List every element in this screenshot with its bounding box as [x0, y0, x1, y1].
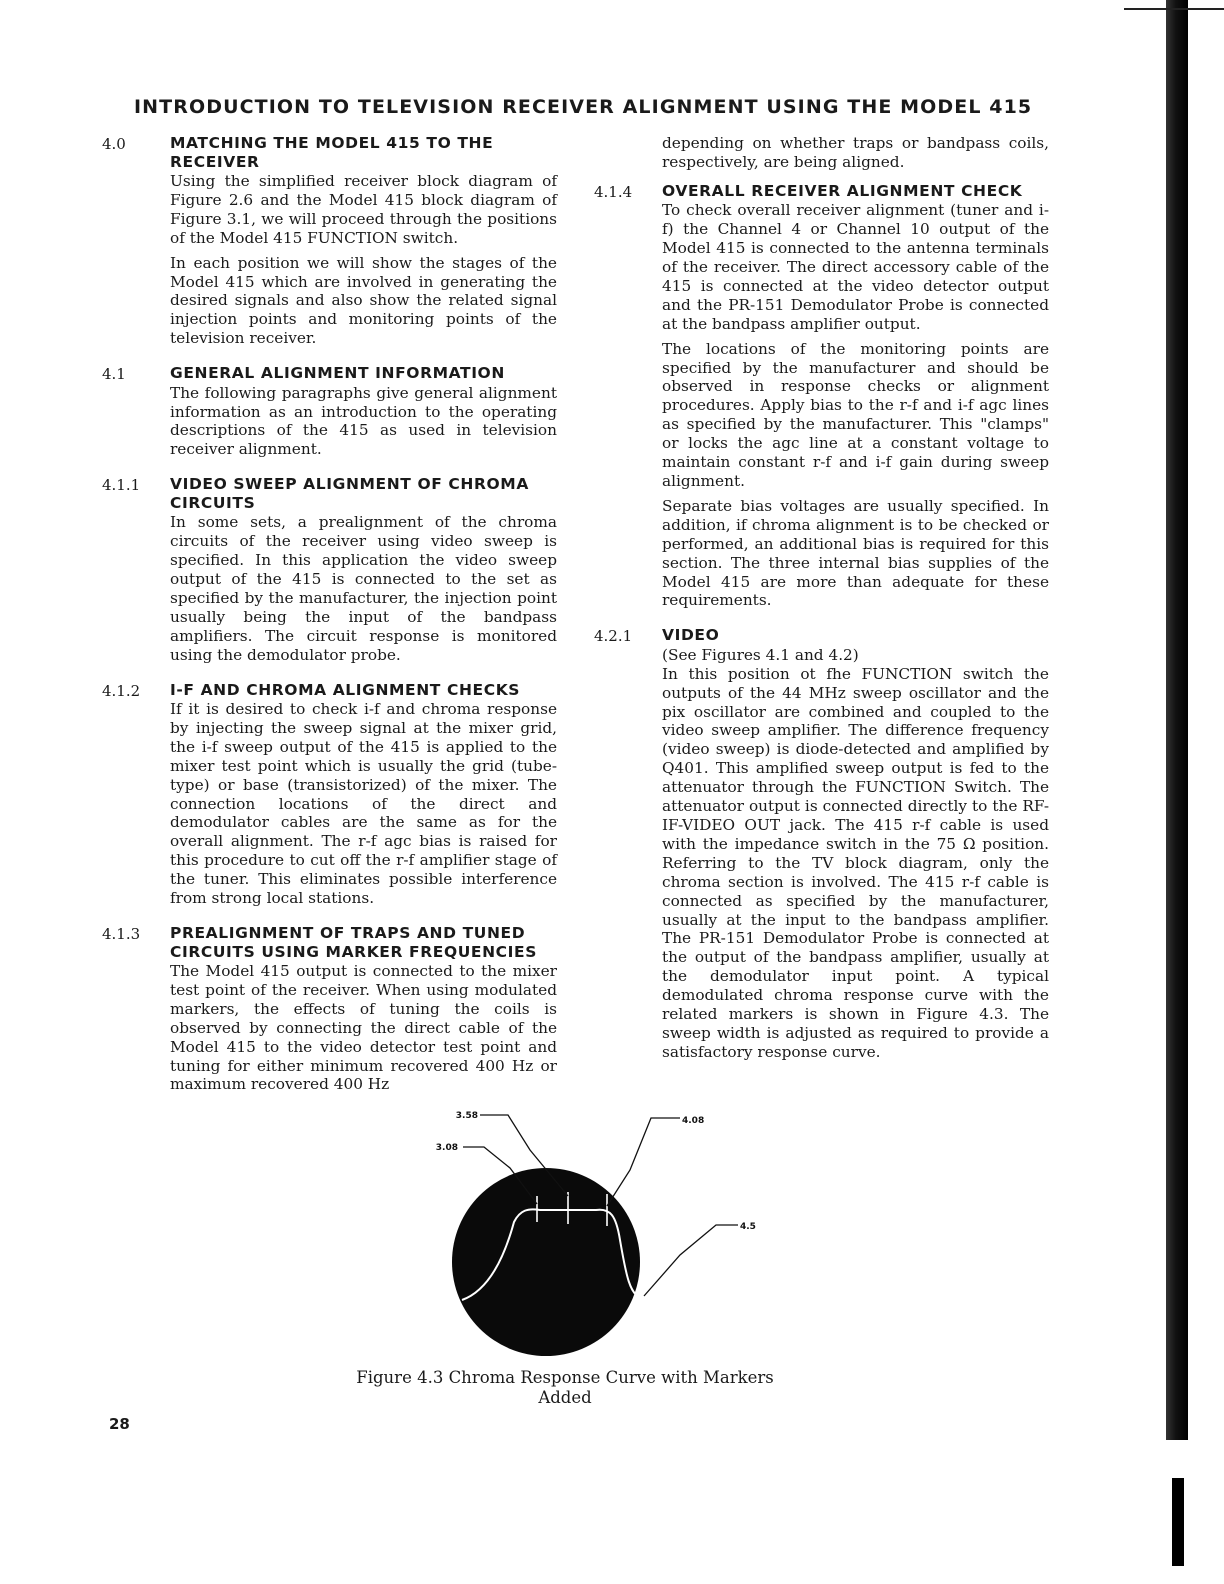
- paragraph: If it is desired to check i-f and chroma response by injecting the sweep signal at the mixer grid, the i-f sweep output of the 415 is applied to the mixer test point which is usually the grid (tube-type) or base (transistorized) of the mixer. The connection locations of the direct and demodulator cables are the same as for the overall alignment. The r-f agc bias is raised for this procedure to cut off the r-f amplifier stage of the tuner. This eliminates possible interference from strong local stations.: [170, 700, 557, 908]
- paragraph: Using the simplified receiver block diagram of Figure 2.6 and the Model 415 block diagram of Figure 3.1, we will proceed through the positions of the Model 415 FUNCTION switch.: [170, 172, 557, 247]
- marker-label-358: 3.58: [455, 1111, 478, 1121]
- paragraph: In this position ot fhe FUNCTION switch the outputs of the 44 MHz sweep oscillator and the pix oscillator are combined and coupled to the video sweep amplifier. The difference frequency (video sweep) is diode-detected and amplified by Q401. This amplified sweep output is fed to the attenuator through the FUNCTION Switch. The attenuator output is connected directly to the RF-IF-VIDEO OUT jack. The 415 r-f cable is used with the impedance switch in the 75 Ω position. Referring to the TV block diagram, only the chroma section is involved. The 415 r-f cable is connected as specified by the manufacturer, usually at the input to the bandpass amplifier. The PR-151 Demodulator Probe is connected at the output of the bandpass amplifier, usually at the demodulator input point. A typical demodulated chroma response curve with the related markers is shown in Figure 4.3. The sweep width is adjusted as required to provide a satisfactory response curve.: [662, 664, 1049, 1061]
- paragraph: To check overall receiver alignment (tuner and i-f) the Channel 4 or Channel 10 output of the Model 415 is connected to the antenna terminals of the receiver. The direct accessory cable of the 415 is connected at the video detector output and the PR-151 Demodulator Probe is connected at the bandpass amplifier output.: [662, 201, 1049, 333]
- page-number: 28: [109, 1415, 130, 1433]
- leader-line-408: [607, 1118, 680, 1206]
- section-heading: OVERALL RECEIVER ALIGNMENT CHECK: [662, 181, 1023, 200]
- figure-reference: (See Figures 4.1 and 4.2): [662, 645, 859, 664]
- marker-label-45: 4.5: [740, 1222, 756, 1232]
- section-heading: GENERAL ALIGNMENT INFORMATION: [170, 364, 505, 383]
- section-heading: VIDEO: [662, 626, 720, 645]
- section-number: 4.1.2: [102, 681, 141, 700]
- paragraph: Separate bias voltages are usually specified. In addition, if chroma alignment is to be checked or performed, an additional bias is required for this section. The three internal bias supplies of the Model 415 are more than adequate for these requirements.: [662, 496, 1049, 610]
- marker-label-308: 3.08: [435, 1143, 458, 1153]
- section-heading: MATCHING THE MODEL 415 TO THE RECEIVER: [170, 134, 494, 171]
- section-number: 4.2.1: [594, 627, 633, 646]
- page-title: INTRODUCTION TO TELEVISION RECEIVER ALIGNMENT USING THE MODEL 415: [134, 96, 1033, 118]
- section-heading: I-F AND CHROMA ALIGNMENT CHECKS: [170, 680, 521, 699]
- section-number: 4.1.4: [594, 182, 633, 201]
- paragraph: The following paragraphs give general alignment information as an introduction to the operating descriptions of the 415 as used in television receiver alignment.: [170, 383, 557, 459]
- continuation-paragraph: depending on whether traps or bandpass coils, respectively, are being aligned.: [662, 134, 1049, 171]
- paragraph: The Model 415 output is connected to the mixer test point of the receiver. When using modulated markers, the effects of tuning the coils is observed by connecting the direct cable of the Model 415 to the video detector test point and tuning for either minimum recovered 400 Hz or maximum recovered 400 Hz: [170, 962, 557, 1094]
- paragraph: The locations of the monitoring points are specified by the manufacturer and should be observed in response checks or alignment procedures. Apply bias to the r-f and i-f agc lines as specified by the manufacturer. This "clamps" or locks the agc line at a constant voltage to maintain constant r-f and i-f gain during sweep alignment.: [662, 339, 1049, 490]
- marker-label-408: 4.08: [682, 1116, 705, 1126]
- figure-caption: Figure 4.3 Chroma Response Curve with Markers Added: [356, 1368, 774, 1407]
- leader-line-45: [644, 1225, 738, 1296]
- section-number: 4.1: [102, 365, 126, 384]
- paragraph: In each position we will show the stages of the Model 415 which are involved in generating the desired signals and also show the related signal injection points and monitoring points of the television receiver.: [170, 253, 557, 348]
- section-heading: PREALIGNMENT OF TRAPS AND TUNED CIRCUITS USING MARKER FREQUENCIES: [170, 924, 537, 961]
- paragraph: In some sets, a prealignment of the chroma circuits of the receiver using video sweep is specified. In this application the video sweep output of the 415 is connected to the set as specified by the manufacturer, the injection point usually being the input of the bandpass amplifiers. The circuit response is monitored using the demodulator probe.: [170, 513, 557, 664]
- section-number: 4.0: [102, 135, 126, 153]
- section-heading: VIDEO SWEEP ALIGNMENT OF CHROMA CIRCUITS: [170, 475, 529, 512]
- section-number: 4.1.1: [102, 476, 141, 495]
- section-number: 4.1.3: [102, 925, 141, 943]
- crt-screen: [452, 1168, 640, 1356]
